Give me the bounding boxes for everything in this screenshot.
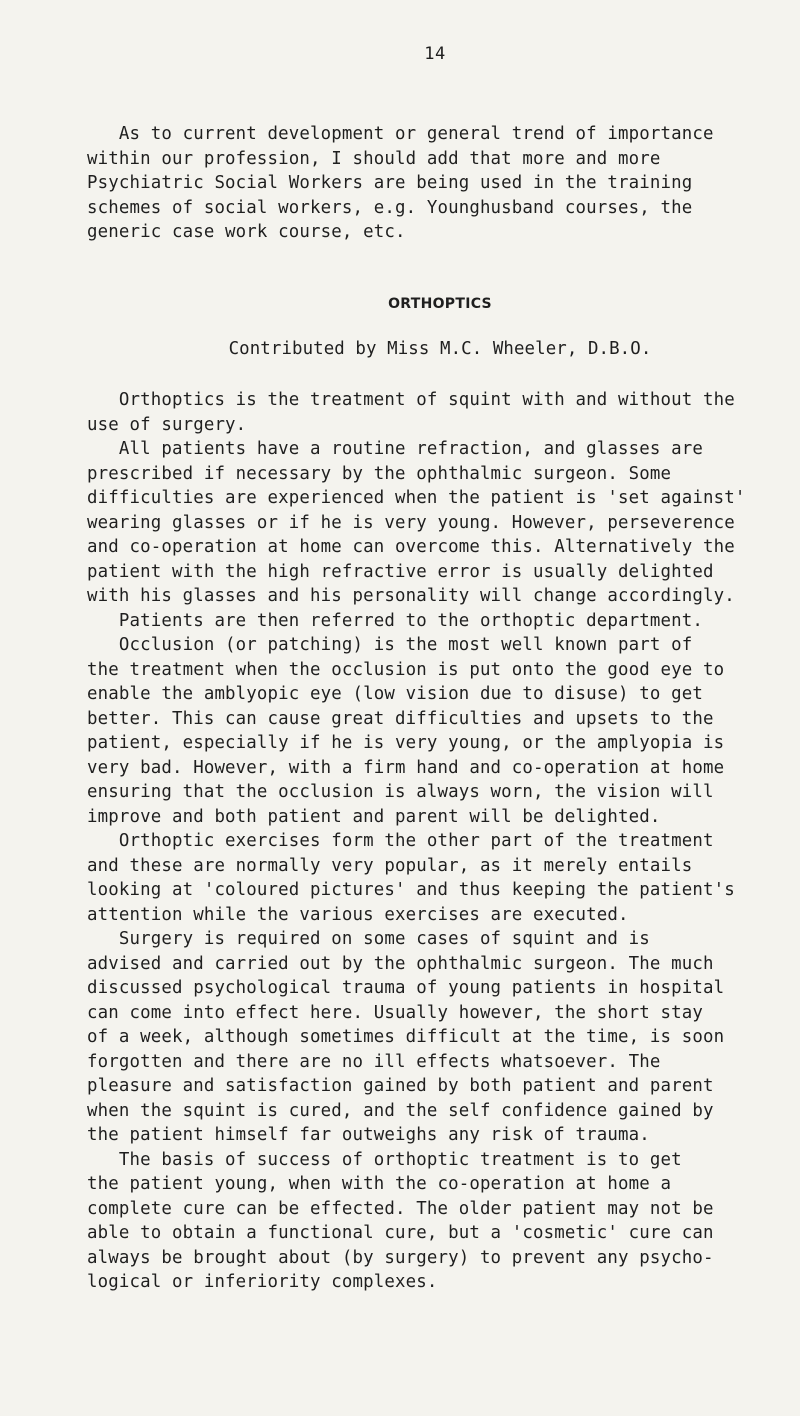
text-line: the patient young, when with the co-operation at home a [87, 1174, 672, 1194]
text-line: The basis of success of orthoptic treatment is to get [87, 1149, 682, 1170]
intro-paragraph [87, 122, 777, 245]
text-line: complete cure can be effected. The older patient may not be [87, 1198, 714, 1219]
text-line: advised and carried out by the ophthalmic surgeon. The much [87, 953, 714, 974]
text-line: As to current development or general trend of importance [87, 124, 714, 144]
text-line: ensuring that the occlusion is always worn, the vision will [87, 782, 714, 802]
text-line: prescribed if necessary by the ophthalmic surgeon. Some [87, 463, 672, 484]
text-line: with his glasses and his personality will change accordingly. [87, 586, 735, 606]
text-line: Occlusion (or patching) is the most well known part of [87, 635, 693, 655]
text-line: All patients have a routine refraction, and glasses are [87, 439, 703, 459]
text-line: within our profession, I should add that more and more [87, 148, 661, 169]
text-line: discussed psychological trauma of young patients in hospital [87, 978, 725, 998]
text-line: attention while the various exercises are executed. [87, 904, 629, 925]
text-line: better. This can cause great difficulties and upsets to the [87, 708, 714, 729]
text-line: and co-operation at home can overcome this. Alternatively the [87, 537, 735, 557]
text-line: use of surgery. [87, 414, 247, 435]
text-line: and these are normally very popular, as it merely entails [87, 855, 693, 876]
contributor-line: Contributed by Miss M.C. Wheeler, D.B.O. [228, 339, 652, 359]
text-line: enable the amblyopic eye (low vision due to disuse) to get [87, 684, 703, 704]
text-line: wearing glasses or if he is very young. However, perseverence [87, 512, 735, 533]
text-line: Patients are then referred to the orthoptic department. [87, 610, 703, 631]
text-line: logical or inferiority complexes. [87, 1272, 438, 1292]
orthoptics-body [87, 388, 777, 1295]
text-line: looking at 'coloured pictures' and thus keeping the patient's [87, 880, 735, 900]
text-line: improve and both patient and parent will be delighted. [87, 806, 661, 827]
text-line: schemes of social workers, e.g. Younghusband courses, the [87, 197, 693, 218]
section-heading: ORTHOPTICS [388, 296, 492, 312]
text-line: Psychiatric Social Workers are being used in the training [87, 173, 693, 193]
text-line: able to obtain a functional cure, but a 'cosmetic' cure can [87, 1223, 714, 1243]
text-line: when the squint is cured, and the self confidence gained by [87, 1100, 714, 1121]
text-line: Orthoptics is the treatment of squint with and without the [87, 390, 735, 410]
page-number: 14 [424, 44, 446, 64]
text-line: Orthoptic exercises form the other part of the treatment [87, 831, 714, 851]
text-line: pleasure and satisfaction gained by both patient and parent [87, 1076, 714, 1096]
text-line: patient with the high refractive error is usually delighted [87, 561, 714, 582]
text-line: very bad. However, with a firm hand and co-operation at home [87, 757, 725, 778]
text-line: patient, especially if he is very young, or the amplyopia is [87, 733, 725, 753]
text-line: Surgery is required on some cases of squint and is [87, 929, 650, 949]
text-line: forgotten and there are no ill effects whatsoever. The [87, 1051, 661, 1072]
text-line: can come into effect here. Usually however, the short stay [87, 1002, 703, 1023]
text-line: always be brought about (by surgery) to prevent any psycho- [87, 1247, 714, 1268]
text-line: generic case work course, etc. [87, 222, 406, 242]
text-line: difficulties are experienced when the patient is 'set against' [87, 488, 746, 508]
text-line: of a week, although sometimes difficult at the time, is soon [87, 1027, 725, 1047]
text-line: the treatment when the occlusion is put onto the good eye to [87, 659, 725, 680]
text-line: the patient himself far outweighs any risk of trauma. [87, 1125, 650, 1145]
